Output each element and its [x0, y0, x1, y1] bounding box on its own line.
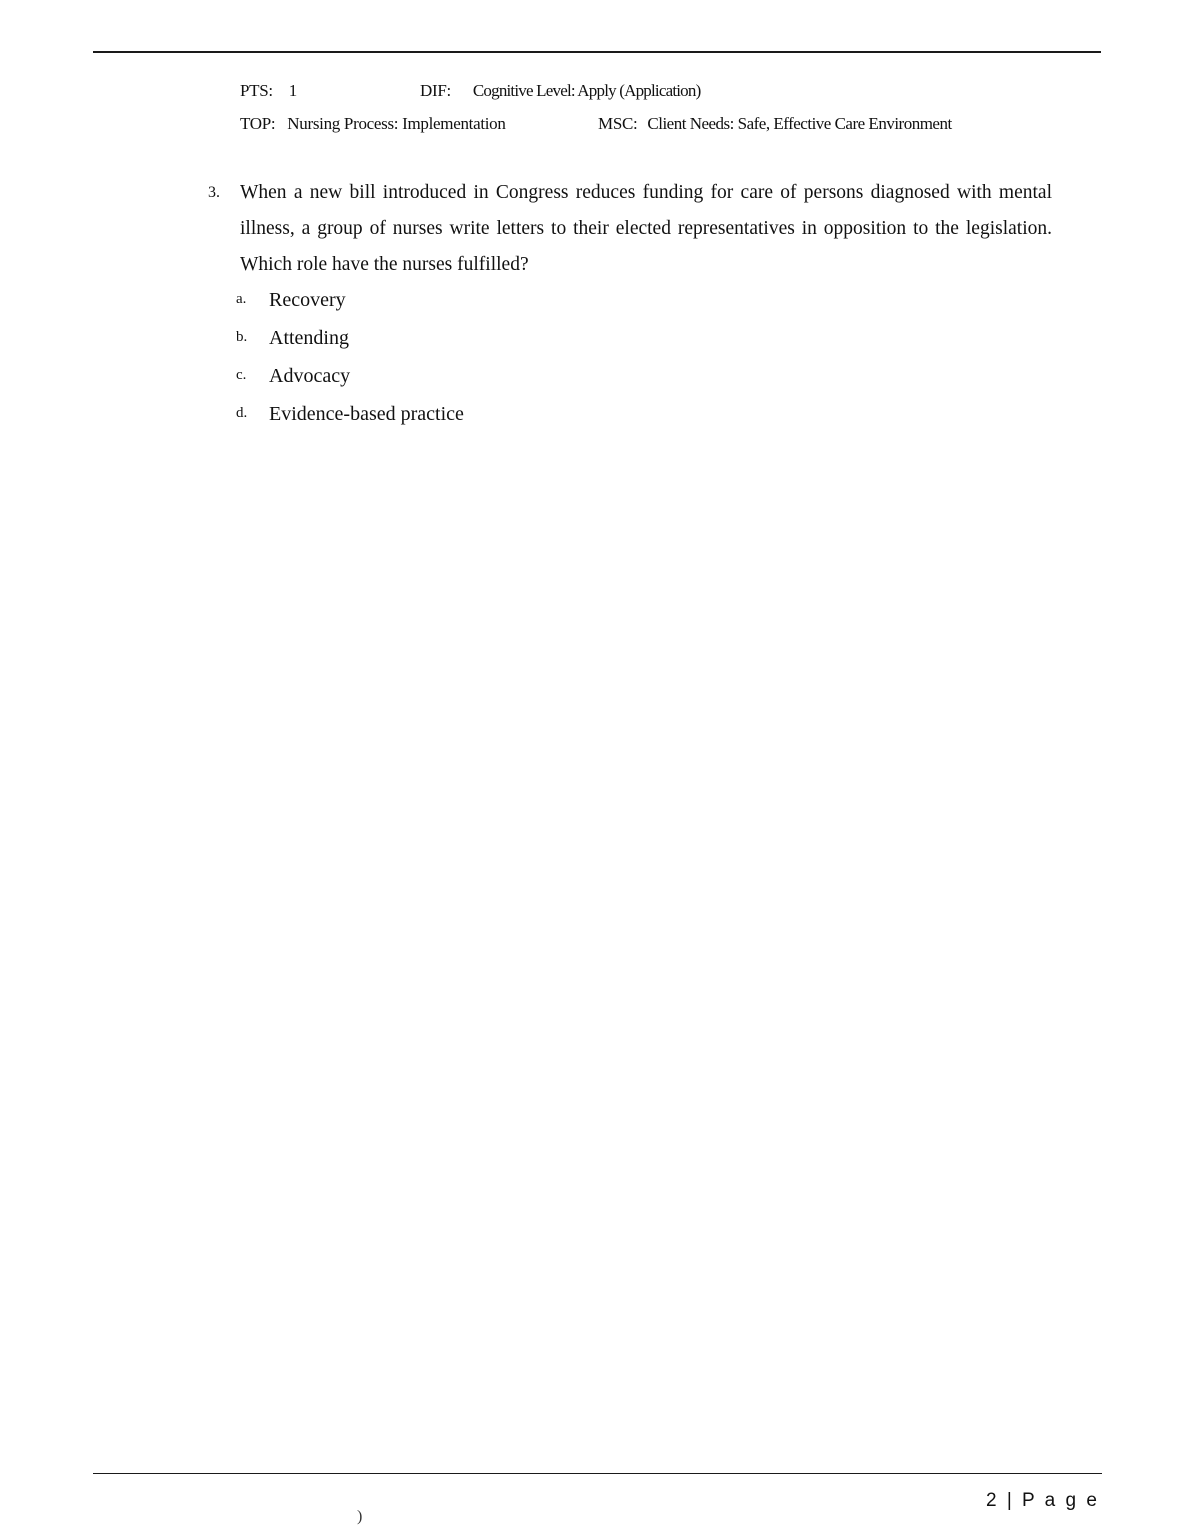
msc-value: Client Needs: Safe, Effective Care Environment: [647, 114, 952, 133]
option-text: Advocacy: [269, 365, 351, 387]
option-letter: c.: [236, 367, 247, 383]
dif-label: DIF:: [420, 81, 451, 100]
pts-label: PTS:: [240, 81, 273, 100]
footer-mark: ): [357, 1508, 363, 1525]
option-letter: d.: [236, 405, 248, 421]
option-text: Recovery: [269, 289, 346, 311]
option-c: [236, 365, 350, 388]
dif-field: [420, 81, 700, 101]
msc-label: MSC:: [598, 114, 638, 133]
question-text: When a new bill introduced in Congress reduces funding for care of persons diagnosed with mental illness, a group of nurses write letters to their elected representatives in opposition to the legislation. Which role have the nurses fulfilled?: [240, 182, 1052, 275]
top-field: [240, 114, 506, 134]
option-text: Evidence-based practice: [269, 403, 464, 425]
dif-value: Cognitive Level: Apply (Application): [472, 81, 701, 100]
top-value: Nursing Process: Implementation: [287, 114, 506, 133]
footer-rule: [93, 1473, 1102, 1474]
option-a: [236, 289, 346, 312]
pts-value: 1: [288, 81, 297, 100]
option-b: [236, 327, 349, 350]
option-text: Attending: [269, 327, 349, 349]
page-number: 2 | P a g e: [986, 1490, 1100, 1511]
pts-field: [240, 81, 297, 101]
top-label: TOP:: [240, 114, 276, 133]
option-letter: b.: [236, 329, 248, 345]
option-letter: a.: [236, 291, 247, 307]
question-number: 3.: [208, 184, 220, 201]
header-rule: [93, 51, 1101, 53]
msc-field: [598, 114, 952, 134]
option-d: [236, 403, 464, 426]
